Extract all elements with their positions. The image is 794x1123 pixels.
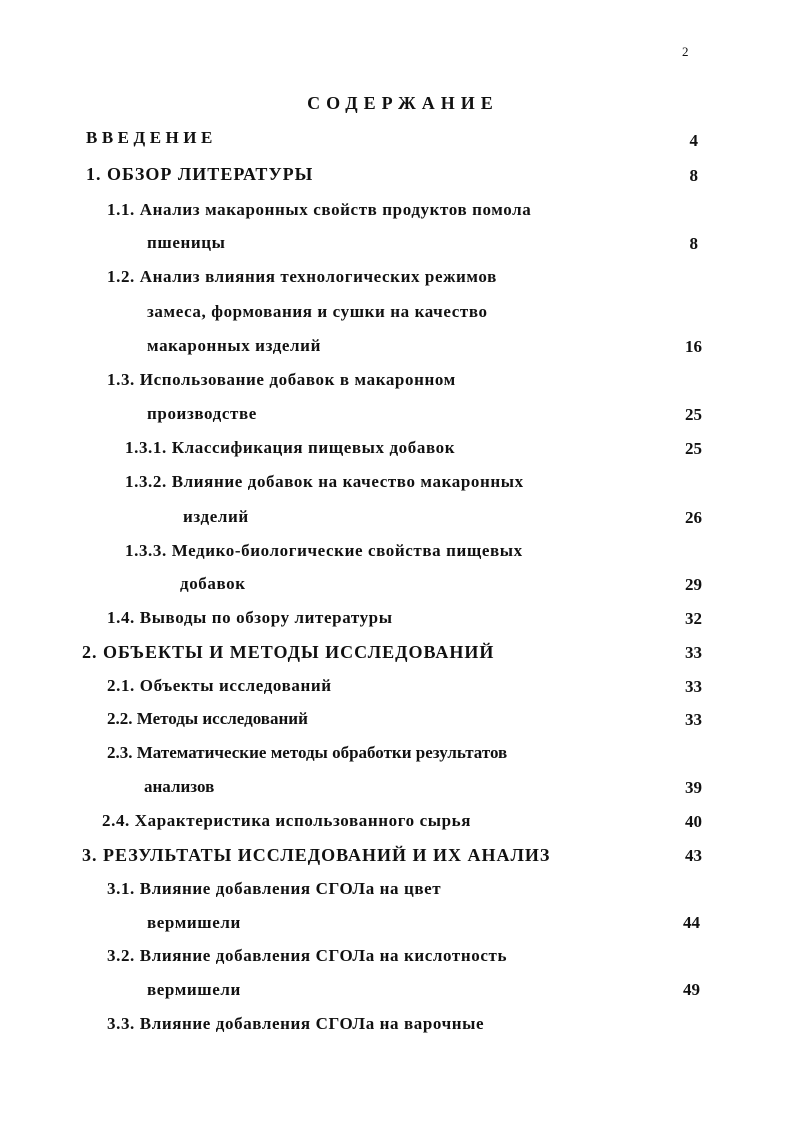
toc-page-number: 32 xyxy=(685,609,702,628)
toc-entry-2-3-line-2: анализов xyxy=(144,777,215,796)
toc-page-number: 33 xyxy=(685,643,702,662)
toc-entry-1-2-line-3: макаронных изделий xyxy=(147,336,321,355)
toc-page-number: 49 xyxy=(683,980,700,999)
toc-page-number: 39 xyxy=(685,778,702,797)
toc-entry-1-3-line-1: 1.3. Использование добавок в макаронном xyxy=(107,370,456,389)
toc-entry-chapter-2: 2. ОБЪЕКТЫ И МЕТОДЫ ИССЛЕДОВАНИЙ xyxy=(82,642,495,662)
toc-entry-chapter-3: 3. РЕЗУЛЬТАТЫ ИССЛЕДОВАНИЙ И ИХ АНАЛИЗ xyxy=(82,845,551,865)
toc-entry-2-3-line-1: 2.3. Математические методы обработки результатов xyxy=(107,743,508,762)
toc-entry-1-3-3-line-1: 1.3.3. Медико-биологические свойства пищевых xyxy=(125,541,523,560)
toc-entry-3-2-line-2: вермишели xyxy=(147,980,241,999)
toc-entry-2-2: 2.2. Методы исследований xyxy=(107,709,308,728)
toc-entry-1-2-line-2: замеса, формования и сушки на качество xyxy=(147,302,488,321)
page-number: 2 xyxy=(682,44,689,59)
toc-entry-3-3-line-1: 3.3. Влияние добавления СГОЛа на варочные xyxy=(107,1014,485,1033)
toc-entry-1-3-1: 1.3.1. Классификация пищевых добавок xyxy=(125,438,456,457)
toc-entry-2-4: 2.4. Характеристика использованного сырья xyxy=(102,811,472,830)
toc-entry-1-3-3-line-2: добавок xyxy=(180,574,246,593)
toc-page-number: 26 xyxy=(685,508,702,527)
toc-page-number: 16 xyxy=(685,337,702,356)
toc-title: СОДЕРЖАНИЕ xyxy=(307,93,499,113)
toc-page-number: 29 xyxy=(685,575,702,594)
toc-page-number: 25 xyxy=(685,405,702,424)
toc-entry-3-2-line-1: 3.2. Влияние добавления СГОЛа на кислотность xyxy=(107,946,508,965)
toc-entry-1-4: 1.4. Выводы по обзору литературы xyxy=(107,608,393,627)
toc-entry-3-1-line-2: вермишели xyxy=(147,913,241,932)
toc-entry-1-1-line-2: пшеницы xyxy=(147,233,226,252)
toc-page-number: 8 xyxy=(689,234,698,253)
toc-page-number: 44 xyxy=(683,913,700,932)
toc-entry-3-1-line-1: 3.1. Влияние добавления СГОЛа на цвет xyxy=(107,879,442,898)
toc-entry-1-1-line-1: 1.1. Анализ макаронных свойств продуктов помола xyxy=(107,200,532,219)
toc-page-number: 4 xyxy=(689,131,698,150)
toc-page-number: 40 xyxy=(685,812,702,831)
toc-page-number: 25 xyxy=(685,439,702,458)
toc-page-number: 33 xyxy=(685,710,702,729)
toc-page-number: 8 xyxy=(689,166,698,185)
toc-entry-1-3-2-line-2: изделий xyxy=(183,507,249,526)
toc-page-number: 33 xyxy=(685,677,702,696)
toc-entry-1-2-line-1: 1.2. Анализ влияния технологических режимов xyxy=(107,267,497,286)
toc-page-number: 43 xyxy=(685,846,702,865)
toc-entry-1-3-2-line-1: 1.3.2. Влияние добавок на качество макаронных xyxy=(125,472,524,491)
toc-entry-1-3-line-2: производстве xyxy=(147,404,257,423)
toc-entry-chapter-1: 1. ОБЗОР ЛИТЕРАТУРЫ xyxy=(86,164,314,184)
toc-entry-2-1: 2.1. Объекты исследований xyxy=(107,676,332,695)
toc-entry-introduction: ВВЕДЕНИЕ xyxy=(86,128,217,147)
